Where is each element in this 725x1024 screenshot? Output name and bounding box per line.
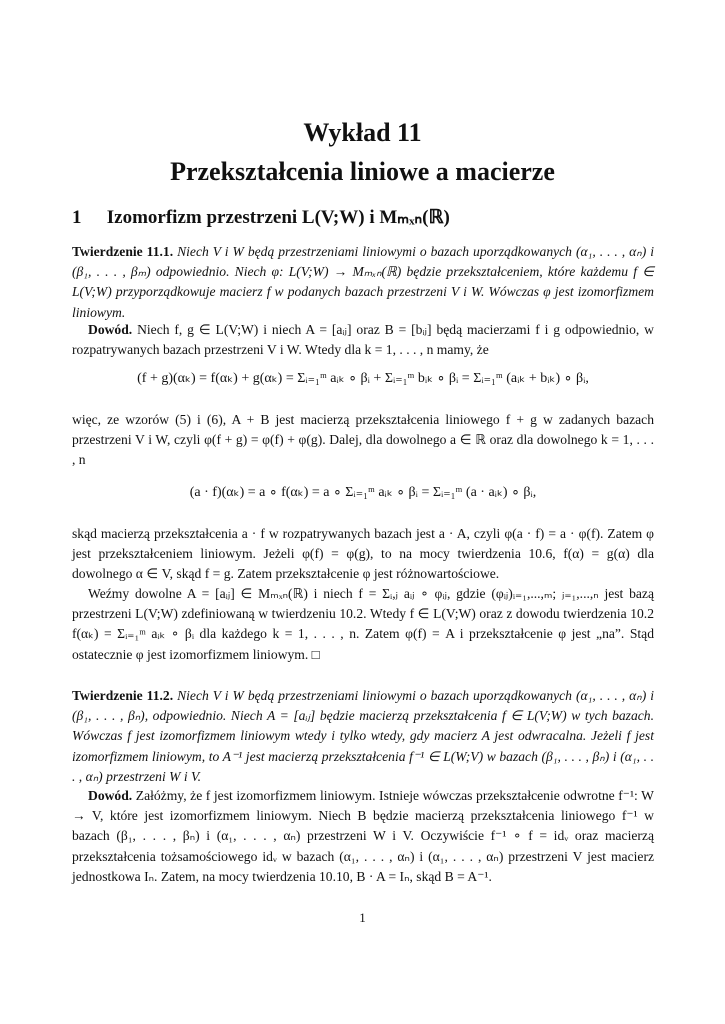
proof-11-2: [72, 786, 654, 887]
proof-11-1-injective: skąd macierzą przekształcenia a · f w rozpatrywanych bazach jest a · A, czyli φ(a · f) = a · φ(f). Zatem φ jest przekształceniem liniowym. Jeżeli φ(f) = φ(g), to na mocy twierdzenia 10.6, f(α) = g(α) dla dowolnego α ∈ V, skąd f = g. Zatem przekształcenie φ jest różnowartościowe.: [72, 526, 654, 582]
theorem-11-1: [72, 242, 654, 323]
proof-label: Dowód.: [88, 322, 133, 337]
proof-label: Dowód.: [88, 788, 133, 803]
theorem-label: Twierdzenie 11.1.: [72, 244, 174, 259]
lecture-title: Wykład 11: [303, 118, 422, 147]
proof-text: Załóżmy, że f jest izomorfizmem liniowym. Istnieje wówczas przekształcenie odwrotne f⁻¹: W → V, które jest izomorfizmem liniowym. Niech B będzie macierzą przekształcenia liniowego f⁻¹ w bazach (β₁, . . . , βₙ) i (α₁, . . . , αₙ) przestrzeni W i V. Oczywiście f⁻¹ ∘ f = idᵥ oraz macierzą przekształcenia tożsamościowego idᵥ w bazach (α₁, . . . , αₙ) i (α₁, . . . , αₙ) przestrzeni V jest macierz jednostkowa Iₙ. Zatem, na mocy twierdzenia 10.10, B · A = Iₙ, skąd B = A⁻¹.: [72, 788, 654, 884]
section-number: 1: [72, 207, 82, 228]
section-heading: [72, 206, 450, 229]
equation-sum: (f + g)(αₖ) = f(αₖ) + g(αₖ) = Σᵢ₌₁ᵐ aᵢₖ ∘ βᵢ + Σᵢ₌₁ᵐ bᵢₖ ∘ βᵢ = Σᵢ₌₁ᵐ (aᵢₖ + bᵢₖ) ∘ βᵢ,: [137, 371, 589, 386]
theorem-11-2: [72, 686, 654, 787]
theorem-text: Niech V i W będą przestrzeniami liniowymi o bazach uporządkowanych (α₁, . . . , αₙ) i (β₁, . . . , βₘ) odpowiednio. Niech φ: L(V;W) → Mₘₓₙ(ℝ) będzie przekształceniem, które każdemu f ∈ L(V;W) przyporządkowuje macierz f w podanych bazach przestrzeni V i W. Wówczas φ jest izomorfizmem liniowym.: [72, 244, 654, 320]
equation-scalar: (a · f)(αₖ) = a ∘ f(αₖ) = a ∘ Σᵢ₌₁ᵐ aᵢₖ ∘ βᵢ = Σᵢ₌₁ᵐ (a · aᵢₖ) ∘ βᵢ,: [189, 485, 537, 500]
section-title: Izomorfizm przestrzeni L(V;W) i Mₘₓₙ(ℝ): [106, 207, 450, 228]
proof-text: Niech f, g ∈ L(V;W) i niech A = [aᵢⱼ] oraz B = [bᵢⱼ] będą macierzami f i g odpowiednio, w rozpatrywanych bazach przestrzeni V i W. Wtedy dla k = 1, . . . , n mamy, że: [72, 322, 654, 358]
lecture-subtitle: Przekształcenia liniowe a macierze: [170, 157, 555, 186]
proof-11-1-intro: [72, 320, 654, 360]
proof-11-1-surjective: Weźmy dowolne A = [aᵢⱼ] ∈ Mₘₓₙ(ℝ) i niech f = Σᵢ,ⱼ aᵢⱼ ∘ φᵢⱼ, gdzie (φᵢⱼ)ᵢ₌₁,...,ₘ; ⱼ₌₁,...,ₙ jest bazą przestrzeni L(V;W) zdefiniowaną w twierdzeniu 10.2. Wtedy f ∈ L(V;W) oraz z dowodu twierdzenia 10.2 f(αₖ) = Σᵢ₌₁ᵐ aᵢₖ ∘ βᵢ dla każdego k = 1, . . . , n. Zatem φ(f) = A i przekształcenie φ jest „na”. Stąd ostatecznie φ jest izomorfizmem liniowym. □: [72, 586, 654, 662]
proof-11-1-continued: więc, ze wzorów (5) i (6), A + B jest macierzą przekształcenia liniowego f + g w zadanych bazach przestrzeni V i W, czyli φ(f + g) = φ(f) + φ(g). Dalej, dla dowolnego a ∈ ℝ oraz dla dowolnego k = 1, . . . , n: [72, 412, 654, 468]
theorem-text: Niech V i W będą przestrzeniami liniowymi o bazach uporządkowanych (α₁, . . . , αₙ) i (β₁, . . . , βₙ), odpowiednio. Niech A = [aᵢⱼ] będzie macierzą przekształcenia f ∈ L(V;W) w tych bazach. Wówczas f jest izomorfizmem liniowym wtedy i tylko wtedy, gdy macierz A jest odwracalna. Jeżeli f jest izomorfizmem liniowym, to A⁻¹ jest macierzą przekształcenia f⁻¹ ∈ L(W;V) w bazach (β₁, . . . , βₙ) i (α₁, . . . , αₙ) przestrzeni W i V.: [72, 688, 654, 784]
page-number: 1: [359, 910, 366, 925]
theorem-label: Twierdzenie 11.2.: [72, 688, 174, 703]
